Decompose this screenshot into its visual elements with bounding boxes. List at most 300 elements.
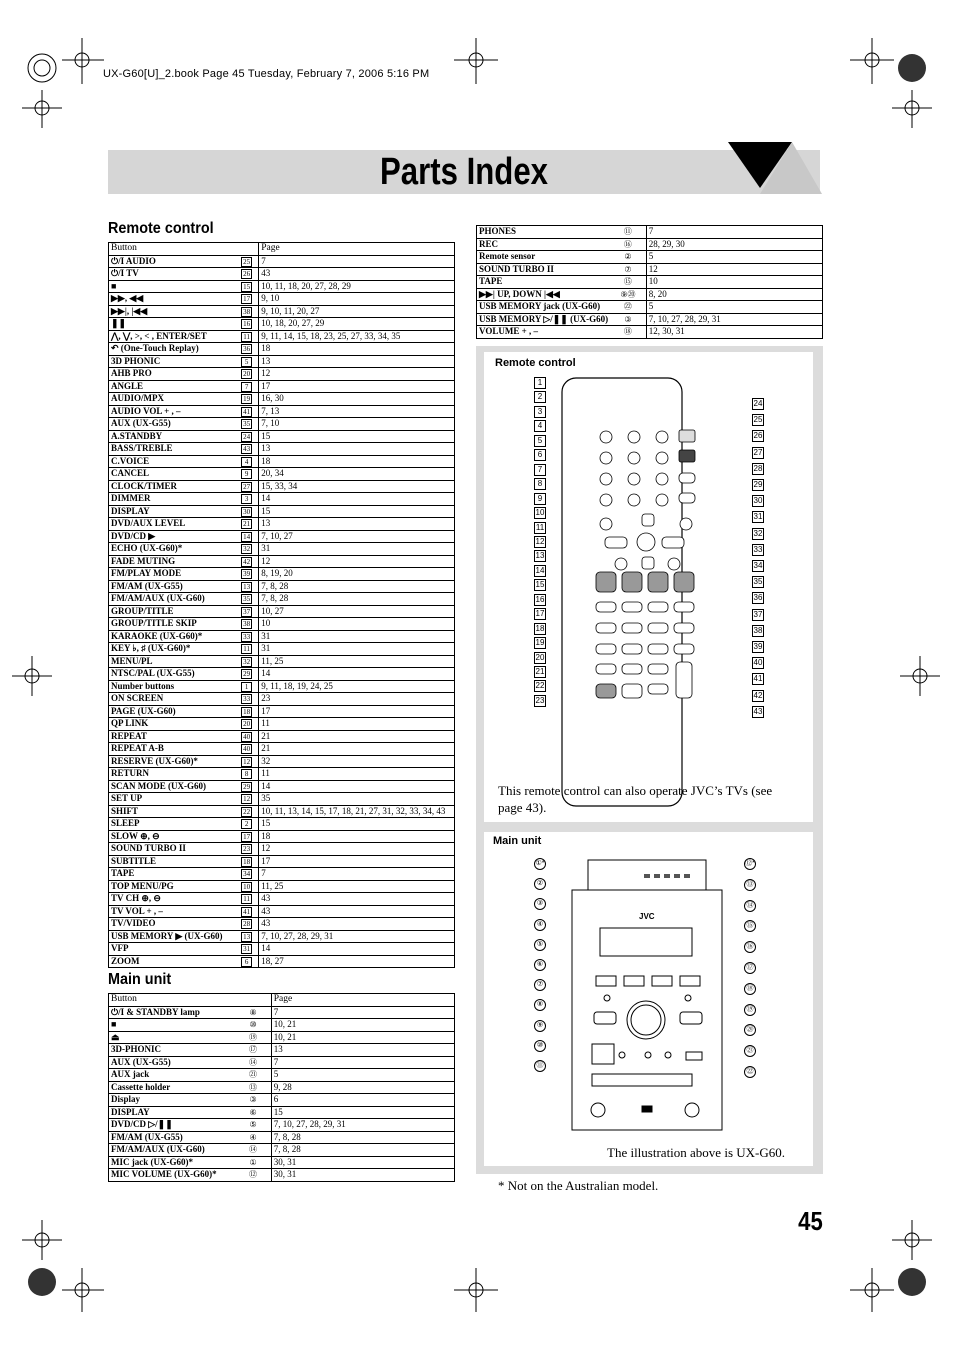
page-ref-cell: 7, 13 <box>259 405 455 418</box>
table-row <box>109 430 455 443</box>
table-row <box>109 880 455 893</box>
callout-number-cell: 30 <box>235 505 259 518</box>
table-row <box>477 326 823 339</box>
table-row <box>109 705 455 718</box>
table-row <box>109 280 455 293</box>
remote-callout-right: 27 <box>753 447 763 457</box>
callout-number-cell: ① <box>235 1156 271 1169</box>
table-row <box>109 955 455 968</box>
button-name-cell: ⏻/I AUDIO <box>109 255 236 268</box>
button-name-cell: PHONES <box>477 226 611 239</box>
remote-callout-right: 36 <box>753 593 763 603</box>
page-ref-cell: 28, 29, 30 <box>646 238 822 251</box>
button-name-cell: BASS/TREBLE <box>109 443 236 456</box>
column-header-button: Button <box>109 994 236 1007</box>
button-name-cell: NTSC/PAL (UX-G55) <box>109 668 236 681</box>
remote-callout-left: 22 <box>535 681 545 691</box>
callout-number-cell: ⑩ <box>235 1019 271 1032</box>
table-row <box>109 518 455 531</box>
callout-number-cell: ② <box>610 251 646 264</box>
page-ref-cell: 12, 30, 31 <box>646 326 822 339</box>
column-header-page: Page <box>271 994 454 1007</box>
remote-callout-right: 41 <box>753 674 763 684</box>
callout-number-cell: 35 <box>235 418 259 431</box>
button-name-cell: FADE MUTING <box>109 555 236 568</box>
callout-number-cell: 18 <box>235 705 259 718</box>
table-row <box>109 780 455 793</box>
callout-number-cell: 11 <box>235 330 259 343</box>
page-ref-cell: 10, 11, 13, 14, 15, 17, 18, 21, 27, 31, 32, 33, 34, 43 <box>259 805 455 818</box>
table-row <box>109 293 455 306</box>
main-callout-right: ⑳ <box>744 1024 756 1036</box>
button-name-cell: SLOW ⊕, ⊖ <box>109 830 236 843</box>
page-ref-cell: 43 <box>259 893 455 906</box>
page-ref-cell: 7 <box>259 868 455 881</box>
table-row <box>109 930 455 943</box>
remote-callout-left: 12 <box>535 536 545 546</box>
page-ref-cell: 21 <box>259 743 455 756</box>
page-ref-cell: 10, 27 <box>259 605 455 618</box>
page-ref-cell: 14 <box>259 493 455 506</box>
callout-number-cell: ㉒ <box>610 301 646 314</box>
table-row <box>109 393 455 406</box>
button-name-cell: VFP <box>109 943 236 956</box>
table-row <box>477 263 823 276</box>
page-ref-cell: 7, 10 <box>259 418 455 431</box>
table-row <box>109 793 455 806</box>
callout-number-cell: ⑭ <box>235 1144 271 1157</box>
callout-number-cell: ⑨⑳ <box>610 288 646 301</box>
main-panel-label: Main unit <box>493 835 542 847</box>
button-name-cell: ⏻/I TV <box>109 268 236 281</box>
table-row <box>109 605 455 618</box>
callout-number-cell: 21 <box>235 518 259 531</box>
table-row <box>109 305 455 318</box>
remote-callout-right: 30 <box>753 496 763 506</box>
callout-number-cell: ③ <box>610 313 646 326</box>
page-ref-cell: 11, 25 <box>259 655 455 668</box>
callout-number-cell: ⑭ <box>235 1056 271 1069</box>
main-callout-left: ⑩ <box>534 1040 546 1052</box>
main-callout-left: ①* <box>534 858 546 870</box>
table-row <box>109 755 455 768</box>
table-row <box>109 530 455 543</box>
page-ref-cell: 9, 28 <box>271 1081 454 1094</box>
page-number: 45 <box>798 1206 823 1236</box>
callout-number-cell: 12 <box>235 755 259 768</box>
remote-callout-left: 2 <box>534 391 546 403</box>
callout-number-cell: 26 <box>235 268 259 281</box>
table-row <box>109 405 455 418</box>
main-panel-caption: The illustration above is UX-G60. <box>607 1145 785 1160</box>
table-row <box>109 1081 455 1094</box>
button-name-cell: ZOOM <box>109 955 236 968</box>
page-ref-cell: 30, 31 <box>271 1169 454 1182</box>
callout-number-cell: 38 <box>235 305 259 318</box>
column-header-page: Page <box>259 243 455 256</box>
button-name-cell: C.VOICE <box>109 455 236 468</box>
button-name-cell: SOUND TURBO II <box>477 263 611 276</box>
remote-callout-left: 21 <box>535 667 545 676</box>
button-name-cell: SOUND TURBO II <box>109 843 236 856</box>
table-row <box>109 805 455 818</box>
callout-number-cell: 15 <box>235 280 259 293</box>
button-name-cell: DVD/AUX LEVEL <box>109 518 236 531</box>
callout-number-cell: 10 <box>235 880 259 893</box>
page-ref-cell: 8, 20 <box>646 288 822 301</box>
table-row <box>109 918 455 931</box>
button-name-cell: SCAN MODE (UX-G60) <box>109 780 236 793</box>
callout-number-cell: ⑪ <box>610 226 646 239</box>
table-row <box>109 1144 455 1157</box>
button-name-cell: ❚❚ <box>109 318 236 331</box>
remote-callout-right: 39 <box>753 642 763 651</box>
table-row <box>109 693 455 706</box>
button-name-cell: REPEAT A-B <box>109 743 236 756</box>
button-name-cell: 3D-PHONIC <box>109 1044 236 1057</box>
main-callout-right: ⑯ <box>744 941 756 953</box>
page-ref-cell: 5 <box>271 1069 454 1082</box>
callout-number-cell: 16 <box>235 318 259 331</box>
footnote: * Not on the Australian model. <box>498 1178 659 1193</box>
table-row <box>109 480 455 493</box>
remote-callout-left: 10 <box>535 508 545 518</box>
main-callout-right: ⑲ <box>744 1004 756 1016</box>
page-ref-cell: 11 <box>259 768 455 781</box>
remote-callout-right: 40 <box>753 658 763 668</box>
remote-callout-right: 28 <box>753 463 763 473</box>
page-ref-cell: 18, 27 <box>259 955 455 968</box>
table-row <box>109 843 455 856</box>
table-row <box>109 318 455 331</box>
table-row <box>109 505 455 518</box>
button-name-cell: FM/AM/AUX (UX-G60) <box>109 593 236 606</box>
callout-number-cell: 8 <box>235 768 259 781</box>
callout-number-cell: 33 <box>235 630 259 643</box>
table-row <box>109 943 455 956</box>
main-callout-left: ④ <box>534 919 546 931</box>
button-name-cell: AUDIO VOL + , – <box>109 405 236 418</box>
callout-number-cell: 34 <box>235 868 259 881</box>
page-ref-cell: 15 <box>271 1106 454 1119</box>
table-row <box>109 680 455 693</box>
page-ref-cell: 14 <box>259 943 455 956</box>
right-index-table <box>476 225 823 339</box>
main-callout-right: ㉑ <box>744 1045 756 1057</box>
remote-callout-left: 15 <box>535 580 545 590</box>
remote-callout-right: 42 <box>753 690 763 700</box>
main-callout-right: ⑫* <box>744 858 756 870</box>
table-row <box>109 830 455 843</box>
button-name-cell: ▶▶, ◀◀ <box>109 293 236 306</box>
callout-number-cell: 12 <box>235 793 259 806</box>
page-ref-cell: 31 <box>259 630 455 643</box>
button-name-cell: DIMMER <box>109 493 236 506</box>
table-row <box>109 468 455 481</box>
button-name-cell: RESERVE (UX-G60)* <box>109 755 236 768</box>
page-ref-cell: 6 <box>271 1094 454 1107</box>
callout-number-cell: ③ <box>235 1094 271 1107</box>
page-ref-cell: 35 <box>259 793 455 806</box>
main-section-heading: Main unit <box>108 971 172 988</box>
button-name-cell: FM/AM/AUX (UX-G60) <box>109 1144 236 1157</box>
page-ref-cell: 14 <box>259 668 455 681</box>
callout-number-cell: 24 <box>235 430 259 443</box>
main-callout-left: ③ <box>534 898 546 910</box>
remote-callout-left: 16 <box>535 594 545 604</box>
remote-callout-left: 20 <box>535 652 545 662</box>
button-name-cell: TV CH ⊕, ⊖ <box>109 893 236 906</box>
button-name-cell: SHIFT <box>109 805 236 818</box>
remote-panel-caption: This remote control can also operate JVC’s TVs (see page 43). <box>498 783 773 815</box>
button-name-cell: CANCEL <box>109 468 236 481</box>
table-row <box>109 1019 455 1032</box>
remote-callout-left: 14 <box>535 565 545 575</box>
page-ref-cell: 23 <box>259 693 455 706</box>
main-callout-left: ⑦ <box>534 979 546 991</box>
table-row <box>109 668 455 681</box>
button-name-cell: DVD/CD ▷/❚❚ <box>109 1119 236 1132</box>
remote-callout-left: 7 <box>534 464 546 476</box>
main-callout-left: ⑥ <box>534 959 546 971</box>
button-name-cell: SUBTITLE <box>109 855 236 868</box>
page-ref-cell: 7 <box>646 226 822 239</box>
page-ref-cell: 13 <box>259 443 455 456</box>
page-ref-cell: 9, 11, 18, 19, 24, 25 <box>259 680 455 693</box>
callout-number-cell: 37 <box>235 605 259 618</box>
callout-number-cell: 11 <box>235 643 259 656</box>
button-name-cell: ↶ (One-Touch Replay) <box>109 343 236 356</box>
callout-number-cell: ④ <box>235 1131 271 1144</box>
table-row <box>477 251 823 264</box>
remote-callout-left: 8 <box>534 478 546 490</box>
button-name-cell: VOLUME + , – <box>477 326 611 339</box>
page-ref-cell: 10, 21 <box>271 1019 454 1032</box>
page-ref-cell: 18 <box>259 830 455 843</box>
button-name-cell: KARAOKE (UX-G60)* <box>109 630 236 643</box>
remote-callout-left: 11 <box>535 522 545 532</box>
main-callout-left: ⑪ <box>534 1060 546 1072</box>
page-ref-cell: 7 <box>271 1056 454 1069</box>
remote-illustration-panel <box>476 346 823 826</box>
button-name-cell: REPEAT <box>109 730 236 743</box>
callout-number-cell: 31 <box>235 943 259 956</box>
table-row <box>477 238 823 251</box>
callout-number-cell: ⑤ <box>235 1119 271 1132</box>
callout-number-cell: 42 <box>235 555 259 568</box>
callout-number-cell: 11 <box>235 893 259 906</box>
main-index-table <box>108 993 455 1182</box>
page-ref-cell: 43 <box>259 905 455 918</box>
table-header-row <box>109 994 455 1007</box>
main-callout-left: ⑧ <box>534 999 546 1011</box>
table-row <box>477 226 823 239</box>
main-callout-left: ⑨ <box>534 1020 546 1032</box>
remote-section-heading: Remote control <box>108 220 214 237</box>
remote-index-table-wrap <box>108 242 455 968</box>
callout-number-cell: ⑫ <box>235 1169 271 1182</box>
table-row <box>109 380 455 393</box>
main-callout-left: ⑤ <box>534 939 546 951</box>
table-row <box>109 768 455 781</box>
callout-number-cell: 29 <box>235 668 259 681</box>
remote-callout-left: 6 <box>534 449 546 461</box>
page-ref-cell: 9, 10 <box>259 293 455 306</box>
table-row <box>109 655 455 668</box>
button-name-cell: REC <box>477 238 611 251</box>
remote-callout-right: 33 <box>753 544 763 554</box>
button-name-cell: ⏻/I & STANDBY lamp <box>109 1006 236 1019</box>
callout-number-cell: ⑦ <box>610 263 646 276</box>
remote-callout-left: 3 <box>534 406 546 418</box>
table-row <box>109 330 455 343</box>
table-row <box>109 730 455 743</box>
button-name-cell: SLEEP <box>109 818 236 831</box>
button-name-cell: Remote sensor <box>477 251 611 264</box>
callout-number-cell: 3 <box>235 493 259 506</box>
callout-number-cell: ⑮ <box>610 276 646 289</box>
callout-number-cell: 4 <box>235 455 259 468</box>
page-ref-cell: 15 <box>259 818 455 831</box>
table-row <box>109 1056 455 1069</box>
page-ref-cell: 10 <box>259 618 455 631</box>
page-ref-cell: 18 <box>259 343 455 356</box>
button-name-cell: AHB PRO <box>109 368 236 381</box>
button-name-cell: TAPE <box>477 276 611 289</box>
page-ref-cell: 14 <box>259 780 455 793</box>
button-name-cell: TV VOL + , – <box>109 905 236 918</box>
page-ref-cell: 7, 8, 28 <box>271 1144 454 1157</box>
page-title: Parts Index <box>380 151 548 193</box>
button-name-cell: A.STANDBY <box>109 430 236 443</box>
table-row <box>109 580 455 593</box>
page-ref-cell: 12 <box>259 843 455 856</box>
button-name-cell: USB MEMORY jack (UX-G60) <box>477 301 611 314</box>
page-ref-cell: 10, 21 <box>271 1031 454 1044</box>
table-row <box>109 568 455 581</box>
main-callout-right: ⑬ <box>744 879 756 891</box>
callout-number-cell: 27 <box>235 480 259 493</box>
remote-callout-left: 5 <box>534 435 546 447</box>
button-name-cell: DISPLAY <box>109 1106 236 1119</box>
remote-callout-right: 43 <box>753 706 763 716</box>
callout-number-cell: 40 <box>235 743 259 756</box>
button-name-cell: AUX jack <box>109 1069 236 1082</box>
remote-callout-right: 31 <box>753 512 763 522</box>
page-ref-cell: 17 <box>259 705 455 718</box>
page-ref-cell: 7, 10, 27, 28, 29, 31 <box>646 313 822 326</box>
table-row <box>477 301 823 314</box>
remote-callout-right: 29 <box>753 480 763 489</box>
main-callout-right: ⑰ <box>744 962 756 974</box>
page-ref-cell: 5 <box>646 251 822 264</box>
remote-callout-left: 1 <box>534 377 546 389</box>
table-row <box>109 368 455 381</box>
table-row <box>109 643 455 656</box>
right-index-table-wrap <box>476 225 823 339</box>
button-name-cell: TOP MENU/PG <box>109 880 236 893</box>
callout-number-cell: 25 <box>235 255 259 268</box>
page-ref-cell: 7, 8, 28 <box>259 593 455 606</box>
button-name-cell: GROUP/TITLE SKIP <box>109 618 236 631</box>
remote-callout-right: 26 <box>753 431 763 441</box>
button-name-cell: 3D PHONIC <box>109 355 236 368</box>
table-row <box>109 493 455 506</box>
button-name-cell: ANGLE <box>109 380 236 393</box>
jvc-logo: JVC <box>639 912 655 921</box>
button-name-cell: TV/VIDEO <box>109 918 236 931</box>
page-ref-cell: 11, 25 <box>259 880 455 893</box>
page-ref-cell: 31 <box>259 543 455 556</box>
page-ref-cell: 13 <box>271 1044 454 1057</box>
page-ref-cell: 15, 33, 34 <box>259 480 455 493</box>
button-name-cell: ■ <box>109 1019 236 1032</box>
callout-number-cell: 35 <box>235 593 259 606</box>
remote-callout-right: 35 <box>753 577 763 587</box>
page-ref-cell: 12 <box>646 263 822 276</box>
table-row <box>109 868 455 881</box>
callout-number-cell: 28 <box>235 918 259 931</box>
button-name-cell: KEY ♭, ♯ (UX-G60)* <box>109 643 236 656</box>
column-header-button: Button <box>109 243 236 256</box>
callout-number-cell: 40 <box>235 730 259 743</box>
page-ref-cell: 13 <box>259 355 455 368</box>
callout-number-cell: 36 <box>235 343 259 356</box>
button-name-cell: ECHO (UX-G60)* <box>109 543 236 556</box>
table-row <box>477 288 823 301</box>
callout-number-cell: 20 <box>235 718 259 731</box>
table-row <box>109 1156 455 1169</box>
page-ref-cell: 9, 10, 11, 20, 27 <box>259 305 455 318</box>
table-row <box>109 855 455 868</box>
table-row <box>109 893 455 906</box>
main-index-table-wrap <box>108 993 455 1182</box>
table-row <box>109 718 455 731</box>
button-name-cell: Number buttons <box>109 680 236 693</box>
main-callout-left: ② <box>534 878 546 890</box>
page-ref-cell: 10 <box>646 276 822 289</box>
remote-callout-left: 23 <box>535 695 545 705</box>
remote-callout-right: 32 <box>753 528 763 538</box>
button-name-cell: USB MEMORY ▷/❚❚ (UX-G60) <box>477 313 611 326</box>
callout-number-cell: ⑱ <box>610 326 646 339</box>
table-row <box>109 443 455 456</box>
button-name-cell: PAGE (UX-G60) <box>109 705 236 718</box>
callout-number-cell: ⑲ <box>235 1031 271 1044</box>
page-ref-cell: 43 <box>259 918 455 931</box>
remote-index-table <box>108 242 455 968</box>
button-name-cell: ▶▶|, |◀◀ <box>109 305 236 318</box>
remote-callout-left: 18 <box>535 623 545 633</box>
button-name-cell: FM/AM (UX-G55) <box>109 1131 236 1144</box>
table-row <box>109 618 455 631</box>
callout-number-cell: ㉑ <box>235 1069 271 1082</box>
button-name-cell: ■ <box>109 280 236 293</box>
button-name-cell: Display <box>109 1094 236 1107</box>
callout-number-cell: 5 <box>235 355 259 368</box>
button-name-cell: MIC jack (UX-G60)* <box>109 1156 236 1169</box>
button-name-cell: Cassette holder <box>109 1081 236 1094</box>
table-row <box>109 1044 455 1057</box>
callout-number-cell: 33 <box>235 693 259 706</box>
remote-callout-left: 13 <box>535 551 545 561</box>
page-ref-cell: 15 <box>259 430 455 443</box>
page-ref-cell: 9, 11, 14, 15, 18, 23, 25, 27, 33, 34, 35 <box>259 330 455 343</box>
page-ref-cell: 7, 8, 28 <box>271 1131 454 1144</box>
main-callout-right: ㉒ <box>744 1066 756 1078</box>
table-row <box>109 818 455 831</box>
remote-callout-right: 38 <box>753 625 763 635</box>
